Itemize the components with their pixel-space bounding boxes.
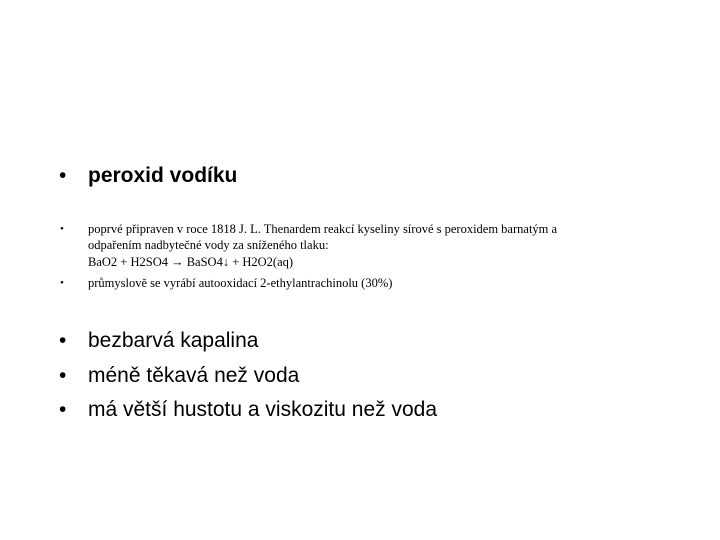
detail-line: odpařením nadbytečné vody za sníženého tlaku: <box>88 238 329 252</box>
bullet-icon: • <box>59 364 67 387</box>
bullet-icon: • <box>59 398 67 421</box>
detail-line: poprvé připraven v roce 1818 J. L. Thenardem reakcí kyseliny sírové s peroxidem barnatým a <box>88 222 558 236</box>
slide-heading: peroxid vodíku <box>88 164 238 187</box>
bullet-icon: • <box>60 277 64 289</box>
bullet-icon: • <box>60 223 64 235</box>
bullet-icon: • <box>59 329 67 352</box>
property-text: má větší hustotu a viskozitu než voda <box>88 398 438 421</box>
property-text: méně těkavá než voda <box>88 364 300 387</box>
property-text: bezbarvá kapalina <box>88 329 259 352</box>
chemical-equation: BaO2 + H2SO4 → BaSO4↓ + H2O2(aq) <box>88 255 294 269</box>
detail-line: průmyslově se vyrábí autooxidací 2-ethylantrachinolu (30%) <box>88 276 393 290</box>
bullet-icon: • <box>59 164 67 187</box>
